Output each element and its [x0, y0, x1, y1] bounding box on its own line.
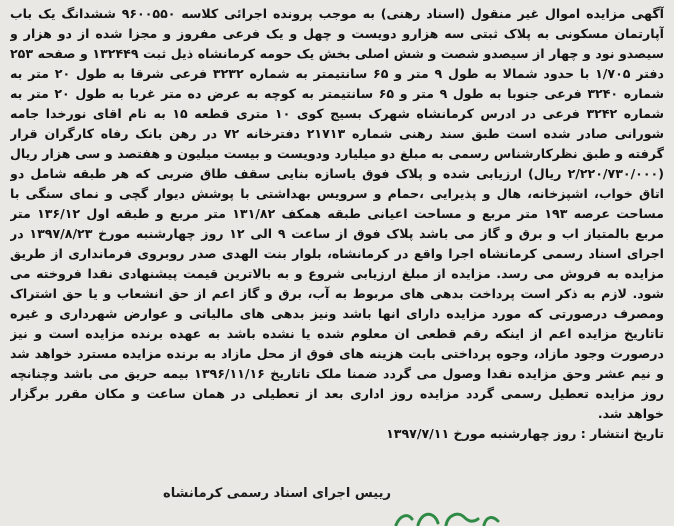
stamp-stroke-1 [396, 516, 412, 525]
stamp-stroke-2 [418, 514, 438, 525]
auction-notice [10, 4, 664, 524]
signature-line: رییس اجرای اسناد رسمی کرمانشاه [163, 486, 391, 501]
stamp-stroke-3 [446, 514, 478, 525]
notice-body: آگهی مزایده اموال غیر منقول (اسناد رهنی) به موجب پرونده اجرائی کلاسه ۹۶۰۰۵۵۰ ششدانگ یک باب آپارتمان مسکونی به پلاک ثبتی سه هزارو دویست و چهل و یک فرعی مفروز و مجزا شده از دو هزار و سیصدو نود و چهار از سیصدو شصت و شش اصلی بخش یک حومه کرمانشاه ذیل ثبت ۱۳۲۴۴۹ و صفحه ۲۵۳ دفتر ۱/۷۰۵ با حدود شمالا به طول ۹ متر و ۶۵ سانتیمتر به شماره ۳۲۳۲ فرعی شرقا به طول ۲۰ متر به شماره ۳۲۴۰ فرعی جنوبا به طول ۹ متر و ۶۵ سانتیمتر به کوچه به عرض ده متر غربا به طول ۲۰ متر به شماره ۳۲۴۲ فرعی در ادرس کرمانشاه شهرک بسیج کوی ۱۰ متری قطعه ۱۵ به نام اقای نورخدا جامه شورانی صادر شده است طبق سند رهنی شماره ۲۱۷۱۳ دفترخانه ۷۲ در رهن بانک رفاه کارگران قرار گرفته و طبق نظرکارشناس رسمی به مبلغ دو میلیارد ودویست و بیست میلیون و هفتصد و سی هزار ریال (۲/۲۲۰/۷۳۰/۰۰۰ ریال) ارزیابی شده و پلاک فوق یاسازه بنایی سقف طاق ضربی که هر طبقه شامل دو اتاق خواب، اشپزخانه، هال و پذیرایی ،حمام و سرویس بهداشتی با پوشش دیوار گچی و نمای سنگی با مساحت عرصه ۱۹۳ متر مربع و مساحت اعیانی طبقه همکف ۱۳۱/۸۲ متر مربع و طبقه اول ۱۳۶/۱۲ متر مربع بالمتیاز اب و برق و گاز می باشد پلاک فوق از ساعت ۹ الی ۱۲ روز چهارشنبه مورخ ۱۳۹۷/۸/۲۳ در اجرای اسناد رسمی کرمانشاه اجرا واقع در کرمانشاه، بلوار بنت الهدی صدر روبروی فرمانداری از طریق مزایده به فروش می رسد. مزایده از مبلغ ارزیابی شروع و به بالاترین قیمت پیشنهادی نقدا فروخته می شود. لازم به ذکر است پرداخت بدهی های مربوط به آب، برق و گاز اعم از حق انشعاب و یا حق اشتراک ومصرف درصورتی که مورد مزایده دارای انها باشد ونیز بدهی های مالیاتی و عوارض شهرداری و غیره تاتاریخ مزایده اعم از اینکه رقم قطعی ان معلوم شده یا نشده باشد به عهده برنده مزایده است و نیز درصورت وجود مازاد، وجوه پرداختی بابت هزینه های فوق از محل مازاد به برنده مزایده مسترد خواهد شد و نیم عشر وحق مزایده نقدا وصول می گردد ضمنا ملک تاتاریخ ۱۳۹۶/۱۱/۱۶ بیمه حریق می باشد وچنانچه روز مزایده تعطیل رسمی گردد مزایده روز اداری بعد از تعطیلی در همان ساعت و مکان مقرر برگزار خواهد شد. [10, 6, 664, 421]
green-stamp-mark [388, 505, 508, 526]
publication-date: تاریخ انتشار : روز چهارشنبه مورخ ۱۳۹۷/۷/۱۱ [386, 426, 664, 441]
stamp-stroke-4 [484, 518, 498, 525]
